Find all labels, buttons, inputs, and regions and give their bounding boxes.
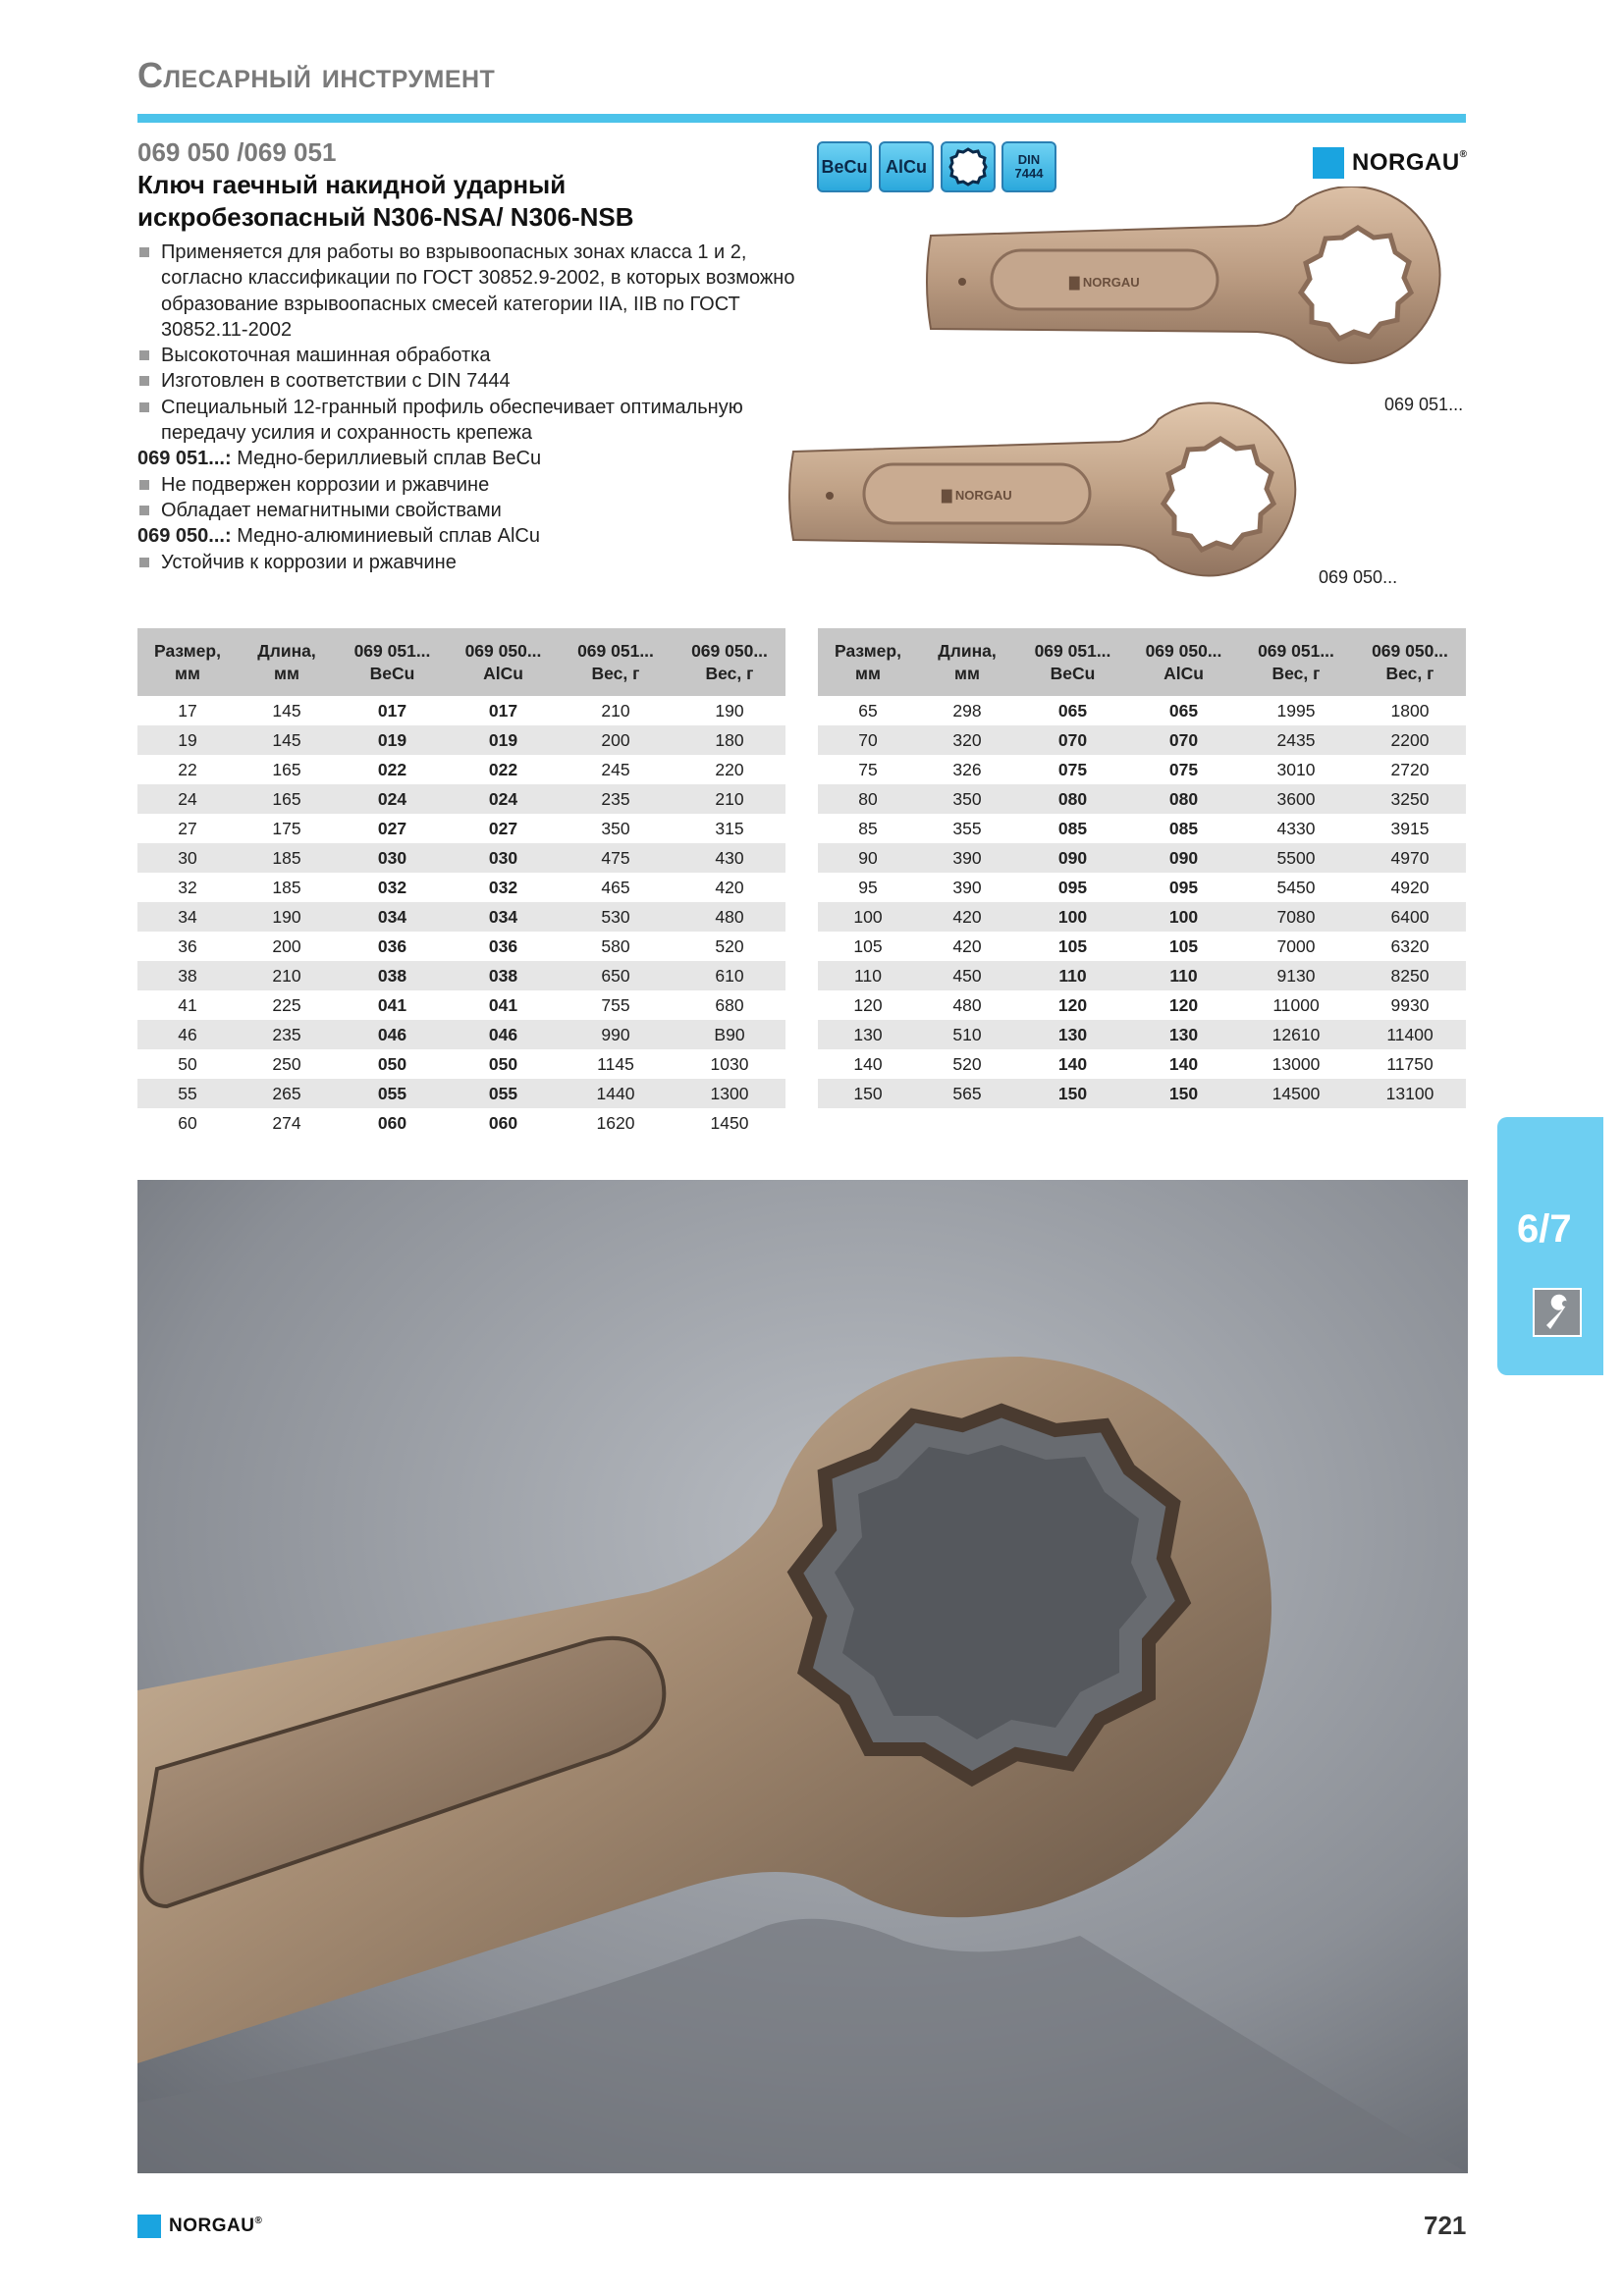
- table-cell: 2435: [1238, 725, 1354, 755]
- table-row: [137, 1108, 785, 1138]
- table-cell: 055: [336, 1079, 449, 1108]
- caption-wrench-050: 069 050...: [1319, 567, 1398, 587]
- table-row: [818, 1079, 1466, 1108]
- column-header-line: 069 051...: [353, 640, 431, 661]
- feature-text: Изготовлен в соответствии с DIN 7444: [161, 370, 511, 393]
- table-cell: 390: [918, 843, 1016, 873]
- chapter-tab-label: 6/7: [1517, 1207, 1572, 1251]
- table-cell: 680: [715, 994, 744, 1015]
- table-cell: 65: [858, 700, 878, 721]
- table-cell: 75: [858, 759, 878, 779]
- table-cell: 080: [1129, 784, 1238, 814]
- column-header-line: Размер,: [154, 640, 221, 661]
- table-cell: 5500: [1238, 843, 1354, 873]
- table-row: [818, 725, 1466, 755]
- table-cell: 12610: [1238, 1020, 1354, 1049]
- column-header: [1129, 628, 1238, 696]
- column-header: [137, 628, 238, 696]
- 12-point-ring-icon: [941, 141, 996, 192]
- column-header: [818, 628, 918, 696]
- alloy-051-line: [137, 446, 825, 471]
- table-cell: 100: [1016, 902, 1129, 932]
- bullet-icon: [139, 376, 149, 386]
- table-cell: 480: [952, 994, 982, 1015]
- table-cell: 200: [558, 725, 674, 755]
- alloy-050-code: 069 050...:: [137, 525, 232, 548]
- table-cell: 065: [1057, 700, 1088, 721]
- table-row: [818, 873, 1466, 902]
- table-row: [137, 961, 785, 990]
- table-cell: 350: [601, 818, 630, 838]
- table-cell: 70: [818, 725, 918, 755]
- table-cell: 032: [377, 877, 407, 897]
- table-cell: 14500: [1238, 1079, 1354, 1108]
- table-cell: 3010: [1276, 759, 1316, 779]
- bullet-icon: [139, 480, 149, 490]
- table-row: [137, 725, 785, 755]
- table-cell: 175: [272, 818, 301, 838]
- table-cell: 165: [238, 784, 336, 814]
- brand-square-icon: [137, 2215, 161, 2238]
- table-cell: 034: [449, 902, 558, 932]
- table-cell: 130: [1129, 1020, 1238, 1049]
- table-cell: 030: [449, 843, 558, 873]
- table-cell: 46: [137, 1020, 238, 1049]
- table-cell: 1440: [558, 1079, 674, 1108]
- feature-text: Специальный 12-гранный профиль обеспечивает оптимальную передачу усилия и сохранность крепежа: [161, 396, 743, 445]
- column-header-line: 069 050...: [691, 640, 768, 661]
- feature-item: [137, 240, 825, 343]
- table-row: [818, 902, 1466, 932]
- table-cell: 60: [178, 1112, 197, 1133]
- table-cell: 22: [178, 759, 197, 779]
- table-cell: 3915: [1390, 818, 1430, 838]
- table-cell: 022: [488, 759, 518, 779]
- table-cell: 6400: [1354, 902, 1466, 932]
- table-cell: 110: [1016, 961, 1129, 990]
- feature-text: Не подвержен коррозии и ржавчине: [161, 473, 490, 496]
- table-cell: 235: [238, 1020, 336, 1049]
- alloy-050-line: [137, 523, 825, 549]
- table-cell: 210: [238, 961, 336, 990]
- table-row: [818, 843, 1466, 873]
- table-cell: 140: [1057, 1053, 1088, 1074]
- table-cell: 450: [918, 961, 1016, 990]
- svg-text:▇ NORGAU: ▇ NORGAU: [942, 488, 1012, 503]
- column-header-line: Вес, г: [705, 663, 754, 683]
- table-cell: 430: [674, 843, 785, 873]
- column-header-line: мм: [274, 663, 299, 683]
- table-cell: 6320: [1390, 935, 1430, 956]
- feature-text: Применяется для работы во взрывоопасных зонах класса 1 и 2, согласно классификации по ГОСТ 30852.9-2002, в которых возможно образование взрывоопасных смесей категории IIA, IIB по ГОСТ 30852.11-2002: [161, 241, 795, 341]
- table-cell: 4920: [1390, 877, 1430, 897]
- column-header-line: Вес, г: [1271, 663, 1321, 683]
- table-cell: 420: [952, 935, 982, 956]
- table-cell: 13100: [1354, 1079, 1466, 1108]
- table-cell: 185: [238, 843, 336, 873]
- section-title: Слесарный инструмент: [137, 55, 496, 95]
- table-cell: 032: [488, 877, 518, 897]
- table-cell: 565: [918, 1079, 1016, 1108]
- table-cell: 650: [558, 961, 674, 990]
- table-cell: 265: [238, 1079, 336, 1108]
- table-cell: 11000: [1272, 994, 1320, 1015]
- table-cell: 150: [818, 1079, 918, 1108]
- column-header-line: 069 051...: [577, 640, 654, 661]
- table-cell: 024: [449, 784, 558, 814]
- table-cell: 095: [1168, 877, 1199, 897]
- column-header: [1016, 628, 1129, 696]
- table-cell: 145: [272, 700, 301, 721]
- table-cell: 165: [272, 759, 301, 779]
- table-cell: 105: [1168, 935, 1199, 956]
- column-header: [238, 628, 336, 696]
- table-cell: 1995: [1276, 700, 1316, 721]
- feature-list: [137, 240, 825, 575]
- table-row: [818, 1020, 1466, 1049]
- table-cell: 55: [137, 1079, 238, 1108]
- table-cell: 1145: [597, 1053, 634, 1074]
- column-header-line: AlCu: [1163, 663, 1204, 683]
- table-row: [137, 1079, 785, 1108]
- table-cell: 090: [1016, 843, 1129, 873]
- table-row: [818, 755, 1466, 784]
- feature-item: [137, 550, 825, 575]
- column-header-line: 069 051...: [1034, 640, 1111, 661]
- table-cell: 140: [1168, 1053, 1199, 1074]
- table-cell: 085: [1168, 818, 1199, 838]
- alcu-badge: AlCu: [879, 141, 934, 192]
- table-cell: 2720: [1390, 759, 1430, 779]
- table-cell: 046: [336, 1020, 449, 1049]
- table-cell: 520: [952, 1053, 982, 1074]
- caption-wrench-051: 069 051...: [1384, 395, 1464, 414]
- table-header-row: [818, 628, 1466, 696]
- table-cell: 140: [853, 1053, 883, 1074]
- table-cell: 274: [272, 1112, 301, 1133]
- table-cell: 100: [1129, 902, 1238, 932]
- table-cell: 1800: [1390, 700, 1430, 721]
- table-cell: 3250: [1354, 784, 1466, 814]
- column-header-line: Вес, г: [591, 663, 640, 683]
- table-cell: 220: [715, 759, 744, 779]
- table-cell: 055: [449, 1079, 558, 1108]
- table-cell: 4970: [1354, 843, 1466, 873]
- table-cell: 610: [674, 961, 785, 990]
- table-row: [137, 696, 785, 725]
- table-cell: 11750: [1386, 1053, 1434, 1074]
- table-row: [137, 1049, 785, 1079]
- table-row: [137, 814, 785, 843]
- bullet-icon: [139, 247, 149, 257]
- table-cell: 041: [377, 994, 407, 1015]
- bullet-icon: [139, 402, 149, 412]
- table-row: [137, 1020, 785, 1049]
- table-cell: 100: [818, 902, 918, 932]
- table-cell: 225: [272, 994, 301, 1015]
- table-row: [137, 932, 785, 961]
- product-codes: 069 050 /069 051: [137, 137, 337, 167]
- feature-item: [137, 472, 825, 498]
- alloy-051-code: 069 051...:: [137, 448, 232, 470]
- table-cell: 420: [918, 902, 1016, 932]
- feature-item: [137, 498, 825, 523]
- table-cell: 2200: [1354, 725, 1466, 755]
- table-cell: 120: [1168, 994, 1199, 1015]
- table-row: [818, 814, 1466, 843]
- table-cell: 36: [178, 935, 197, 956]
- section-divider: [137, 114, 1466, 123]
- table-cell: 150: [1129, 1079, 1238, 1108]
- din-label: DIN: [1017, 152, 1041, 167]
- column-header-line: BeCu: [1050, 663, 1096, 683]
- table-cell: 019: [449, 725, 558, 755]
- table-cell: 036: [377, 935, 407, 956]
- table-cell: 185: [272, 877, 301, 897]
- table-cell: 060: [377, 1112, 407, 1133]
- brand-square-icon: [1313, 147, 1344, 179]
- table-cell: 350: [918, 784, 1016, 814]
- table-cell: 027: [488, 818, 518, 838]
- table-cell: 9930: [1390, 994, 1430, 1015]
- table-cell: 060: [488, 1112, 518, 1133]
- table-cell: 019: [336, 725, 449, 755]
- table-cell: 145: [238, 725, 336, 755]
- table-cell: 465: [601, 877, 630, 897]
- table-row: [818, 990, 1466, 1020]
- column-header-line: Длина,: [938, 640, 997, 661]
- table-row: [137, 784, 785, 814]
- table-cell: 7080: [1238, 902, 1354, 932]
- product-title-line-2: искробезопасный N306-NSA/ N306-NSB: [137, 202, 634, 232]
- table-cell: 190: [715, 700, 744, 721]
- table-cell: 5450: [1276, 877, 1316, 897]
- table-cell: 1620: [596, 1112, 635, 1133]
- column-header-line: мм: [855, 663, 881, 683]
- table-cell: 090: [1129, 843, 1238, 873]
- table-cell: 580: [601, 935, 630, 956]
- table-cell: 022: [377, 759, 407, 779]
- table-cell: 80: [818, 784, 918, 814]
- table-cell: 120: [1057, 994, 1088, 1015]
- column-header-line: 069 050...: [464, 640, 542, 661]
- table-cell: 90: [818, 843, 918, 873]
- table-cell: 13000: [1271, 1053, 1321, 1074]
- table-cell: 480: [674, 902, 785, 932]
- table-cell: 075: [1168, 759, 1199, 779]
- table-cell: 24: [137, 784, 238, 814]
- column-header-line: 069 051...: [1258, 640, 1334, 661]
- column-header-line: мм: [954, 663, 980, 683]
- table-cell: 038: [449, 961, 558, 990]
- svg-text:▇ NORGAU: ▇ NORGAU: [1069, 275, 1140, 290]
- becu-badge: BeCu: [817, 141, 872, 192]
- table-cell: 520: [715, 935, 744, 956]
- table-cell: 298: [952, 700, 982, 721]
- table-cell: 080: [1016, 784, 1129, 814]
- product-title-line-1: Ключ гаечный накидной ударный: [137, 170, 567, 199]
- table-cell: 11400: [1354, 1020, 1466, 1049]
- table-row: [137, 990, 785, 1020]
- table-cell: 105: [853, 935, 883, 956]
- table-cell: 024: [336, 784, 449, 814]
- table-cell: 041: [488, 994, 518, 1015]
- table-cell: 050: [377, 1053, 407, 1074]
- table-cell: 1030: [710, 1053, 749, 1074]
- table-row: [137, 843, 785, 873]
- column-header: [558, 628, 674, 696]
- column-header-line: мм: [175, 663, 200, 683]
- wrench-050-image: [785, 398, 1335, 584]
- table-cell: 130: [818, 1020, 918, 1049]
- column-header: [1354, 628, 1466, 696]
- column-header-line: Длина,: [257, 640, 316, 661]
- table-cell: 38: [137, 961, 238, 990]
- table-row: [818, 932, 1466, 961]
- column-header: [674, 628, 785, 696]
- table-cell: 315: [715, 818, 744, 838]
- feature-text: Обладает немагнитными свойствами: [161, 499, 502, 521]
- table-row: [818, 784, 1466, 814]
- table-cell: 755: [601, 994, 630, 1015]
- table-cell: 130: [1016, 1020, 1129, 1049]
- table-cell: 017: [488, 700, 518, 721]
- product-title: [137, 169, 687, 234]
- table-cell: 235: [558, 784, 674, 814]
- table-cell: 34: [137, 902, 238, 932]
- feature-text: Высокоточная машинная обработка: [161, 345, 491, 367]
- table-cell: 19: [137, 725, 238, 755]
- table-cell: 420: [715, 877, 744, 897]
- table-cell: 390: [952, 877, 982, 897]
- table-cell: 075: [1057, 759, 1088, 779]
- column-header: [449, 628, 558, 696]
- table-cell: 355: [952, 818, 982, 838]
- table-row: [137, 902, 785, 932]
- table-cell: 030: [336, 843, 449, 873]
- table-cell: 150: [1016, 1079, 1129, 1108]
- table-cell: 95: [858, 877, 878, 897]
- table-cell: 320: [918, 725, 1016, 755]
- table-cell: 070: [1129, 725, 1238, 755]
- table-cell: 110: [818, 961, 918, 990]
- table-cell: 017: [377, 700, 407, 721]
- column-header-line: 069 050...: [1372, 640, 1448, 661]
- column-header: [1238, 628, 1354, 696]
- bullet-icon: [139, 506, 149, 515]
- table-cell: 510: [918, 1020, 1016, 1049]
- table-cell: 036: [488, 935, 518, 956]
- table-cell: 530: [558, 902, 674, 932]
- table-cell: 41: [178, 994, 197, 1015]
- table-cell: 038: [336, 961, 449, 990]
- feature-item: [137, 368, 825, 394]
- column-header-line: Размер,: [835, 640, 901, 661]
- wrench-051-image: [923, 187, 1473, 373]
- table-cell: 27: [178, 818, 197, 838]
- table-row: [137, 873, 785, 902]
- feature-text: Устойчив к коррозии и ржавчине: [161, 551, 457, 573]
- table-row: [818, 961, 1466, 990]
- table-cell: 180: [674, 725, 785, 755]
- bullet-icon: [139, 350, 149, 360]
- alloy-051-text: Медно-бериллиевый сплав BeCu: [237, 448, 542, 470]
- brand-logo: [1313, 147, 1468, 179]
- table-cell: 1450: [710, 1112, 749, 1133]
- table-cell: 250: [272, 1053, 301, 1074]
- bullet-icon: [139, 558, 149, 567]
- table-cell: 32: [178, 877, 197, 897]
- table-cell: 50: [178, 1053, 197, 1074]
- table-row: [818, 696, 1466, 725]
- table-row: [137, 755, 785, 784]
- column-header-line: 069 050...: [1145, 640, 1222, 661]
- column-header-line: AlCu: [483, 663, 523, 683]
- table-header-row: [137, 628, 785, 696]
- table-cell: 475: [558, 843, 674, 873]
- feature-item: [137, 395, 825, 447]
- table-cell: 085: [1057, 818, 1088, 838]
- footer-brand-name: NORGAU®: [169, 2216, 263, 2236]
- table-cell: 050: [488, 1053, 518, 1074]
- din-number: 7444: [1014, 166, 1044, 181]
- table-cell: 070: [1016, 725, 1129, 755]
- brand-name: NORGAU®: [1352, 149, 1468, 176]
- table-cell: 990: [558, 1020, 674, 1049]
- column-header-line: Вес, г: [1385, 663, 1434, 683]
- table-cell: 027: [377, 818, 407, 838]
- table-cell: 210: [601, 700, 630, 721]
- table-cell: 30: [137, 843, 238, 873]
- table-row: [818, 1049, 1466, 1079]
- table-cell: 034: [336, 902, 449, 932]
- table-cell: 210: [674, 784, 785, 814]
- page-number: 721: [1424, 2211, 1467, 2240]
- table-cell: 065: [1168, 700, 1199, 721]
- spec-table-right: [818, 628, 1466, 1108]
- column-header: [336, 628, 449, 696]
- wrench-closeup-photo: [137, 1180, 1468, 2173]
- table-cell: 9130: [1238, 961, 1354, 990]
- table-cell: 120: [853, 994, 883, 1015]
- table-cell: 3600: [1238, 784, 1354, 814]
- table-cell: B90: [674, 1020, 785, 1049]
- table-cell: 4330: [1276, 818, 1316, 838]
- alloy-050-text: Медно-алюминиевый сплав AlCu: [237, 525, 540, 548]
- table-cell: 190: [238, 902, 336, 932]
- table-cell: 7000: [1276, 935, 1316, 956]
- spec-table-left: [137, 628, 785, 1138]
- table-cell: 200: [272, 935, 301, 956]
- table-cell: 110: [1129, 961, 1238, 990]
- table-cell: 046: [449, 1020, 558, 1049]
- column-header-line: BeCu: [369, 663, 415, 683]
- table-cell: 85: [858, 818, 878, 838]
- table-cell: 17: [178, 700, 197, 721]
- feature-item: [137, 343, 825, 368]
- table-cell: 105: [1057, 935, 1088, 956]
- column-header: [918, 628, 1016, 696]
- footer-brand-logo: [137, 2215, 262, 2238]
- table-cell: 326: [952, 759, 982, 779]
- wrench-icon: [1533, 1288, 1582, 1337]
- table-cell: 1300: [674, 1079, 785, 1108]
- table-cell: 8250: [1354, 961, 1466, 990]
- table-cell: 245: [601, 759, 630, 779]
- din-7444-badge: [1001, 141, 1056, 192]
- table-cell: 095: [1057, 877, 1088, 897]
